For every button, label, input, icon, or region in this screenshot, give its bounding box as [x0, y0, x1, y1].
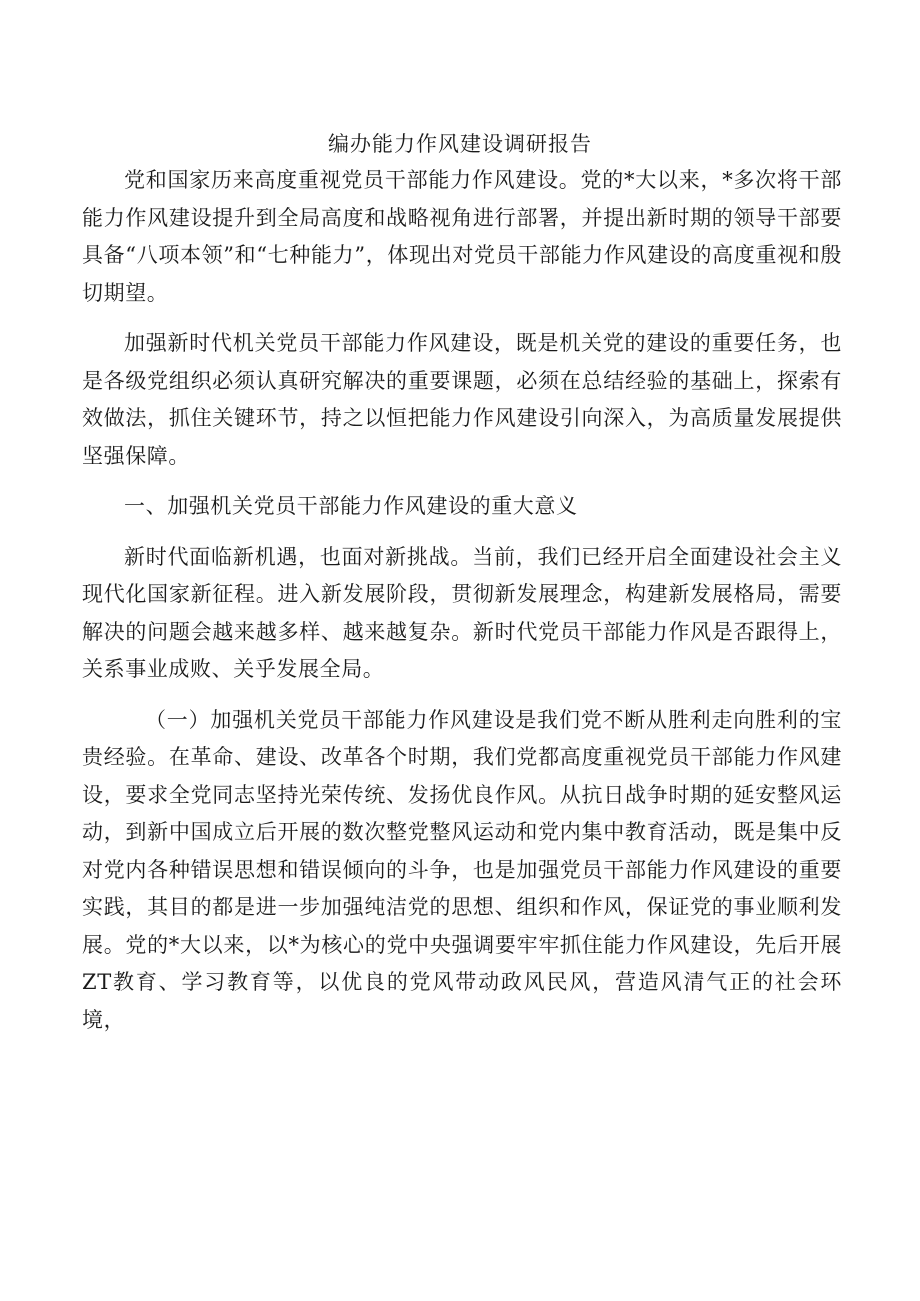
paragraph-task: 加强新时代机关党员干部能力作风建设，既是机关党的建设的重要任务，也是各级党组织必须认真研究解决的重要课题，必须在总结经验的基础上，探索有效做法，抓住关键环节，持之以恒把能力作风建设引向深入，为高质量发展提供坚强保障。: [82, 331, 842, 468]
section-heading-1: 一、加强机关党员干部能力作风建设的重大意义: [124, 494, 578, 518]
paragraph-new-era: 新时代面临新机遇，也面对新挑战。当前，我们已经开启全面建设社会主义现代化国家新征程。进入新发展阶段，贯彻新发展理念，构建新发展格局，需要解决的问题会越来越多样、越来越复杂。新时代党员干部能力作风是否跟得上，关系事业成败、关乎发展全局。: [82, 544, 842, 681]
paragraph-subsection-1: （一）加强机关党员干部能力作风建设是我们党不断从胜利走向胜利的宝贵经验。在革命、建设、改革各个时期，我们党都高度重视党员干部能力作风建设，要求全党同志坚持光荣传统、发扬优良作风。从抗日战争时期的延安整风运动，到新中国成立后开展的数次整党整风运动和党内集中教育活动，既是集中反对党内各种错误思想和错误倾向的斗争，也是加强党员干部能力作风建设的重要实践，其目的都是进一步加强纯洁党的思想、组织和作风，保证党的事业顺利发展。党的*大以来，以*为核心的党中央强调要牢牢抓住能力作风建设，先后开展ZT教育、学习教育等，以优良的党风带动政风民风，营造风清气正的社会环境，: [82, 707, 842, 1032]
document-title: 编办能力作风建设调研报告: [328, 132, 592, 156]
paragraph-intro: 党和国家历来高度重视党员干部能力作风建设。党的*大以来，*多次将干部能力作风建设提升到全局高度和战略视角进行部署，并提出新时期的领导干部要具备“八项本领”和“七种能力”，体现出对党员干部能力作风建设的高度重视和殷切期望。: [82, 168, 842, 305]
document-body: [82, 162, 842, 1039]
